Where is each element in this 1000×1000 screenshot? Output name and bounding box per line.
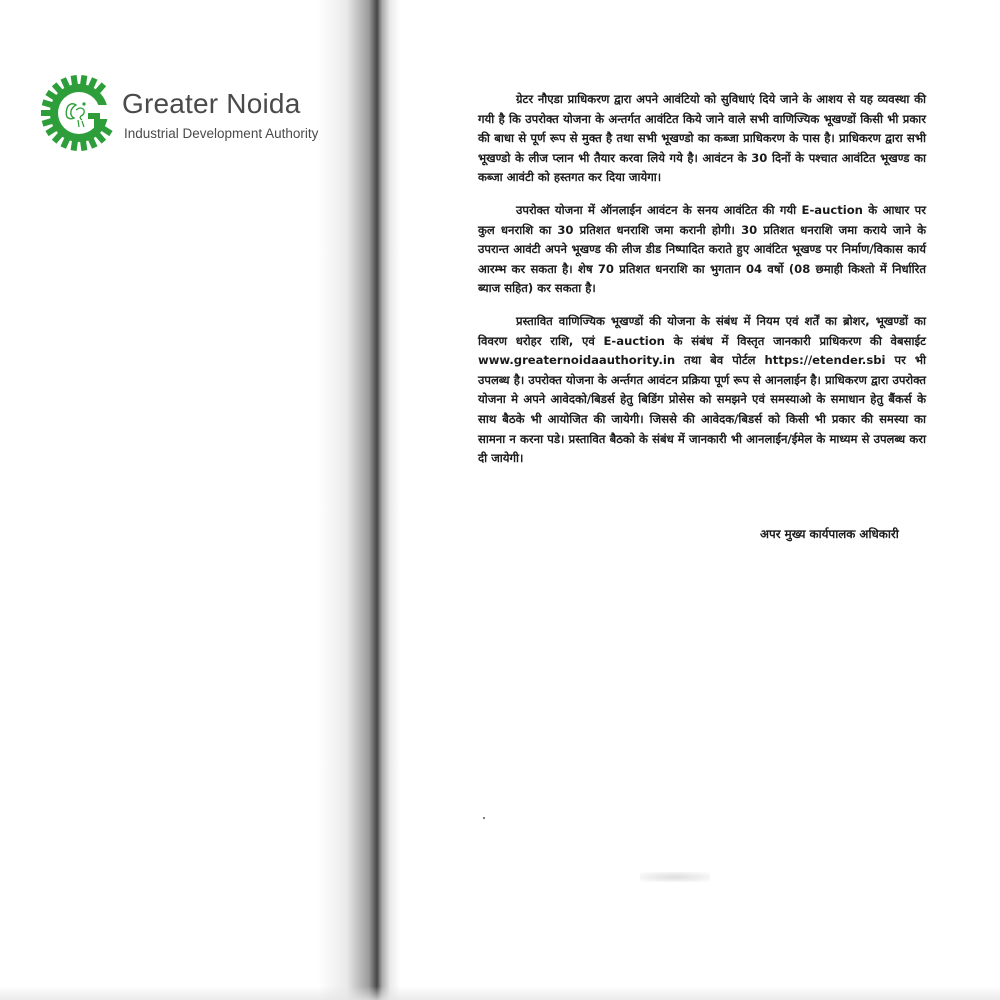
logo-title: Greater Noida: [122, 88, 301, 119]
paragraph-possession: ग्रेटर नौएडा प्राधिकरण द्वारा अपने आवंटियो को सुविधाएं दिये जाने के आशय से यह व्यवस्था की गयी है कि उपरोक्त योजना के अन्तर्गत आवंटित किये जाने वाले सभी वाणिज्यिक भूखण्डों किसी भी प्रकार की बाधा से पूर्ण रूप से मुक्त है तथा सभी भूखण्डो का कब्जा प्राधिकरण के पास है। प्राधिकरण द्वारा सभी भूखण्डो के लीज प्लान भी तैयार करवा लिये गये है। आवंटन के 30 दिनों के पश्चात आवंटित भूखण्ड का कब्जा आवंटी को हस्तगत कर दिया जायेगा।: [478, 92, 926, 185]
left-page: [0, 0, 372, 1000]
page-bottom-edge: [0, 986, 1000, 1000]
logo-subtitle: Industrial Development Authority: [124, 126, 319, 141]
page-gutter-shadow: [318, 0, 400, 1000]
gnida-gear-emblem-icon: [38, 72, 120, 154]
notice-body: [478, 90, 926, 482]
scan-speck: [483, 817, 485, 819]
paragraph-payment: उपरोक्त योजना में ऑनलाईन आवंटन के सनय आवंटित की गयी E-auction के आधार पर कुल धनराशि का 30 प्रतिशत धनराशि जमा करानी होगी। 30 प्रतिशत धनराशि जमा कराये जाने के उपरान्त आवंटी अपने भूखण्ड की लीज डीड निष्पादित कराते हुए आवंटित भूखण्ड पर निर्माण/विकास कार्य आरम्भ कर सकता है। शेष 70 प्रतिशत धनराशि का भुगतान 04 वर्षो (08 छमाही किश्तो में निर्धारित ब्याज सहित) कर सकता है।: [478, 202, 926, 296]
authority-logo: [38, 72, 348, 162]
signatory-designation: अपर मुख्य कार्यपालक अधिकारी: [760, 527, 899, 541]
scan-smudge: [640, 872, 710, 882]
paragraph-information: प्रस्तावित वाणिज्यिक भूखण्डों की योजना के संबंध में नियम एवं शर्तें का ब्रोशर, भूखण्डों का विवरण धरोहर राशि, एवं E-auction के संबंध में विस्तृत जानकारी प्राधिकरण की वेबसाईट www.greaternoidaauthority.in तथा बेव पोर्टल https://etender.sbi पर भी उपलब्ध है। उपरोक्त योजना के अर्न्तगत आवंटन प्रक्रिया पूर्ण रूप से आनलाईन है। प्राधिकरण द्वारा उपरोक्त योजना मे अपने आवेदको/बिडर्स हेतु बिडिंग प्रोसेस को समझने एवं समस्याओ के समाधान हेतु बैंकर्स के साथ बैठके भी आयोजित की जायेगी। जिससे की आवेदक/बिडर्स को किसी भी प्रकार की समस्या का सामना न करना पडे। प्रस्तावित बैठको के संबंध में जानकारी भी आनलाईन/ईमेल के माध्यम से उपलब्ध करा दी जायेगी।: [478, 313, 926, 466]
